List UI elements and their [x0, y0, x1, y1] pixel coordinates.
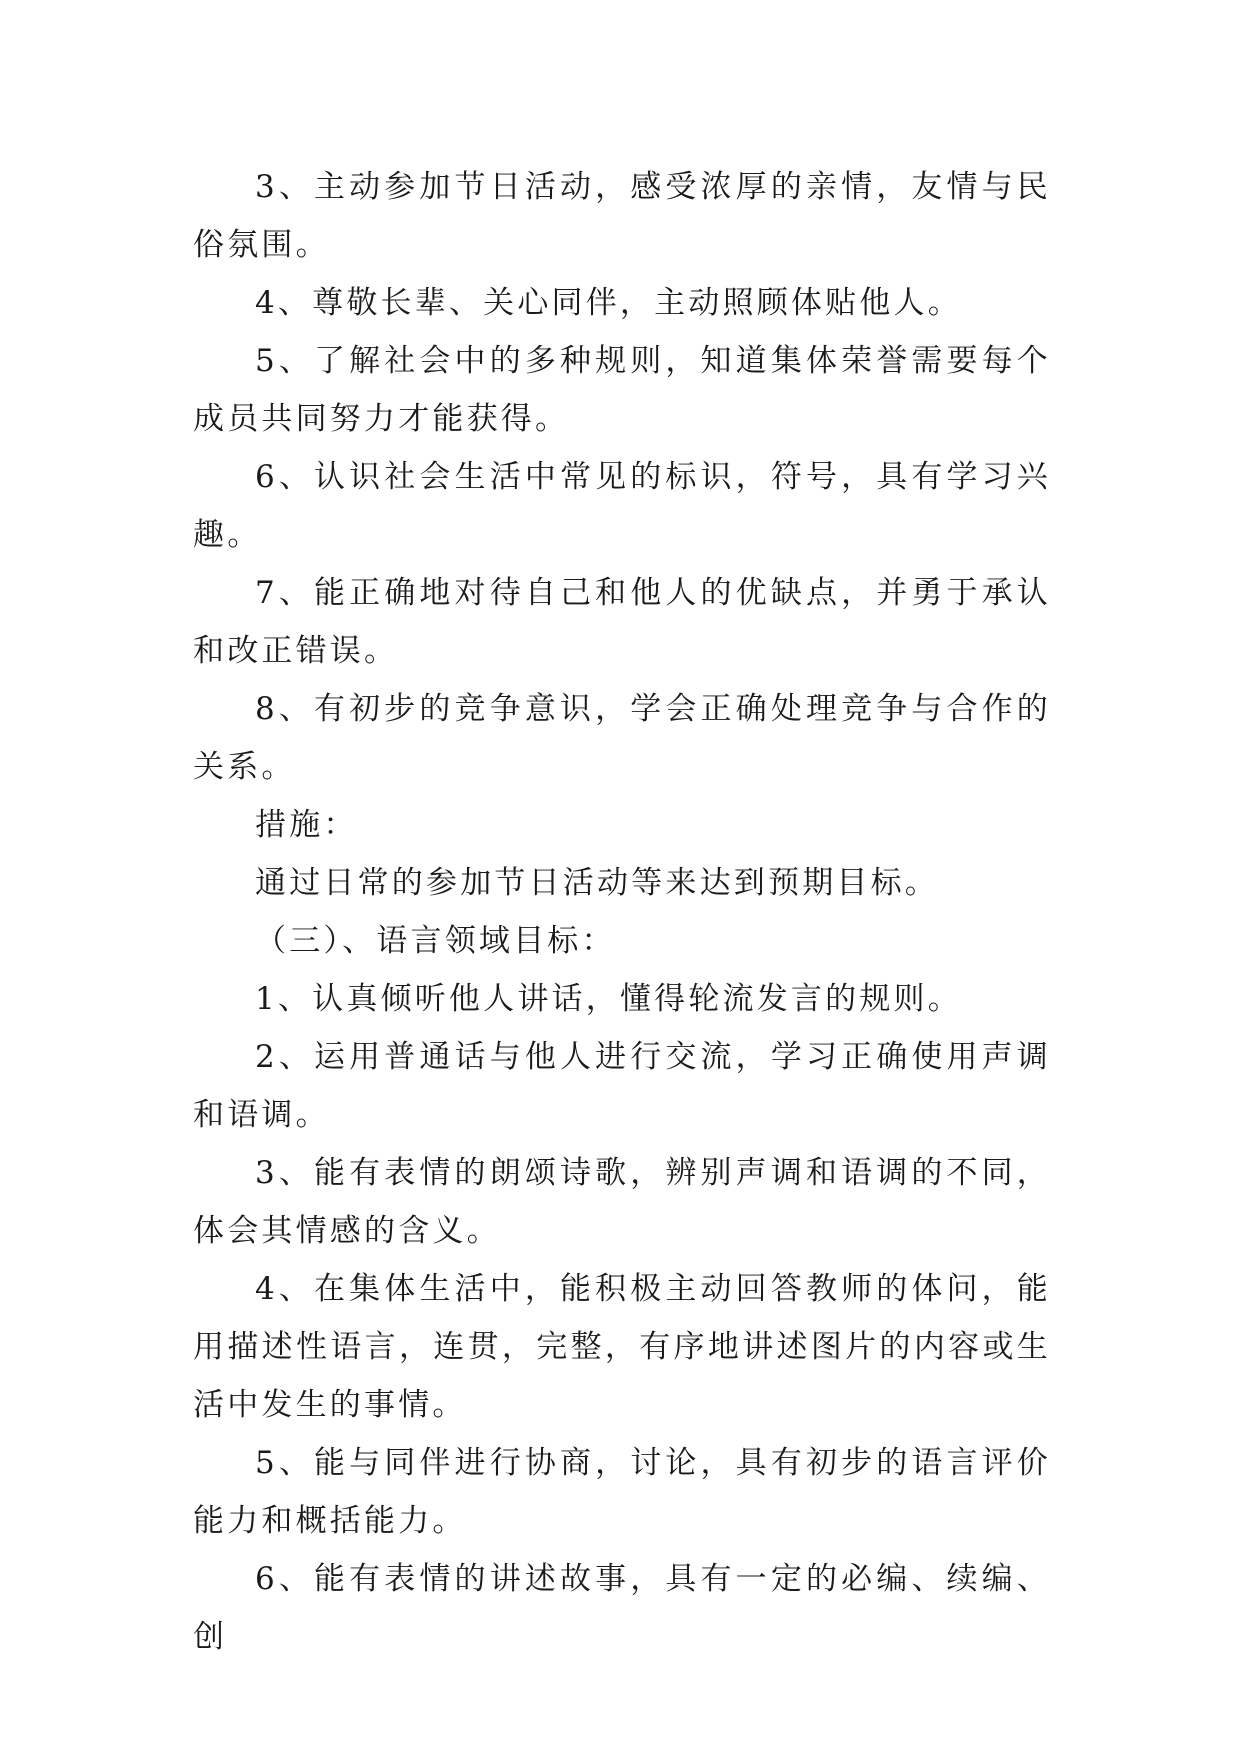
paragraph-language-goal-3: 3、能有表情的朗颂诗歌，辨别声调和语调的不同，体会其情感的含义。	[193, 1155, 1051, 1249]
paragraph-social-goal-5: 5、了解社会中的多种规则，知道集体荣誉需要每个成员共同努力才能获得。	[193, 343, 1051, 437]
paragraph-language-goal-2: 2、运用普通话与他人进行交流，学习正确使用声调和语调。	[193, 1039, 1051, 1133]
document-body	[193, 158, 1051, 1666]
paragraph-social-goal-8: 8、有初步的竞争意识，学会正确处理竞争与合作的关系。	[193, 691, 1051, 785]
paragraph-language-goal-4: 4、在集体生活中，能积极主动回答教师的体问，能用描述性语言，连贯，完整，有序地讲述图片的内容或生活中发生的事情。	[193, 1271, 1051, 1423]
paragraph-social-goal-6: 6、认识社会生活中常见的标识，符号，具有学习兴趣。	[193, 459, 1051, 553]
paragraph-social-goal-3: 3、主动参加节日活动，感受浓厚的亲情，友情与民俗氛围。	[193, 169, 1051, 263]
paragraph-language-goal-5: 5、能与同伴进行协商，讨论，具有初步的语言评价能力和概括能力。	[193, 1445, 1051, 1539]
paragraph-social-goal-4: 4、尊敬长辈、关心同伴，主动照顾体贴他人。	[255, 285, 962, 321]
measures-heading: 措施：	[255, 807, 358, 843]
paragraph-language-goal-6: 6、能有表情的讲述故事，具有一定的必编、续编、创	[193, 1561, 1051, 1655]
measures-text: 通过日常的参加节日活动等来达到预期目标。	[255, 865, 939, 901]
language-section-heading: （三）、语言领域目标：	[255, 923, 616, 959]
paragraph-social-goal-7: 7、能正确地对待自己和他人的优缺点，并勇于承认和改正错误。	[193, 575, 1051, 669]
paragraph-language-goal-1: 1、认真倾听他人讲话，懂得轮流发言的规则。	[255, 981, 962, 1017]
